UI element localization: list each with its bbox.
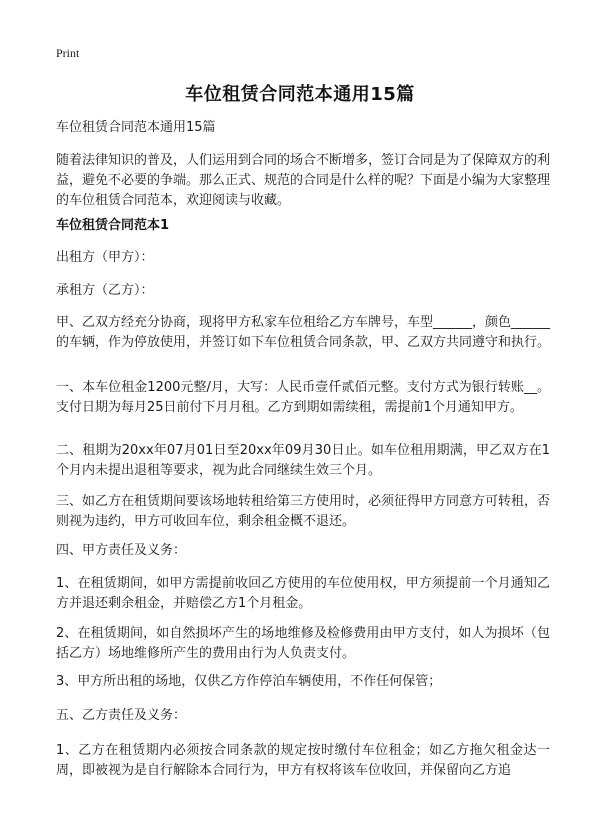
clause-paragraph: 一、本车位租金1200元整/月，大写：人民币壹仟贰佰元整。支付方式为银行转账__。支付日期为每月25日前付下月月租。乙方到期如需续租，需提前1个月通知甲方。 xyxy=(56,380,550,415)
section-heading: 车位租赁合同范本1 xyxy=(56,218,170,233)
clause-heading: 四、甲方责任及义务： xyxy=(56,543,187,558)
clause-paragraph: 2、在租赁期间，如自然损坏产生的场地维修及检修费用由甲方支付，如人为损坏（包括乙方）场地维修所产生的费用由行为人负责支付。 xyxy=(56,626,550,661)
intro-subtitle: 车位租赁合同范本通用15篇 xyxy=(56,120,216,135)
clause-paragraph: 二、租期为20xx年07月01日至20xx年09月30日止。如车位租用期满，甲乙双方在1个月内未提出退租等要求，视为此合同继续生效三个月。 xyxy=(56,443,550,478)
clause-paragraph: 甲、乙双方经充分协商，现将甲方私家车位租给乙方车牌号，车型______，颜色______的车辆，作为停放使用，并签订如下车位租赁合同条款，甲、乙双方共同遵守和执行。 xyxy=(56,315,551,350)
clause-heading: 五、乙方责任及义务： xyxy=(56,708,187,723)
document-title: 车位租赁合同范本通用15篇 xyxy=(185,84,415,105)
clause-paragraph: 三、如乙方在租赁期间要该场地转租给第三方使用时，必须征得甲方同意方可转租，否则视为违约，甲方可收回车位，剩余租金概不退还。 xyxy=(56,494,551,529)
lessor-line: 出租方（甲方）： xyxy=(56,250,154,265)
lessee-line: 承租方（乙方）： xyxy=(56,283,154,298)
clause-paragraph: 1、在租赁期间，如甲方需提前收回乙方使用的车位使用权，甲方须提前一个月通知乙方并退还剩余租金，并赔偿乙方1个月租金。 xyxy=(56,576,550,611)
clause-paragraph: 3、甲方所出租的场地，仅供乙方作停泊车辆使用，不作任何保管； xyxy=(56,674,442,689)
intro-paragraph: 随着法律知识的普及，人们运用到合同的场合不断增多，签订合同是为了保障双方的利益，避免不必要的争端。那么正式、规范的合同是什么样的呢？下面是小编为大家整理的车位租赁合同范本，欢迎阅读与收藏。 xyxy=(56,153,551,208)
clause-paragraph: 1、乙方在租赁期内必须按合同条款的规定按时缴付车位租金；如乙方拖欠租金达一周，即被视为是自行解除本合同行为，甲方有权将该车位收回，并保留向乙方追 xyxy=(56,743,550,778)
print-label[interactable]: Print xyxy=(56,46,80,60)
